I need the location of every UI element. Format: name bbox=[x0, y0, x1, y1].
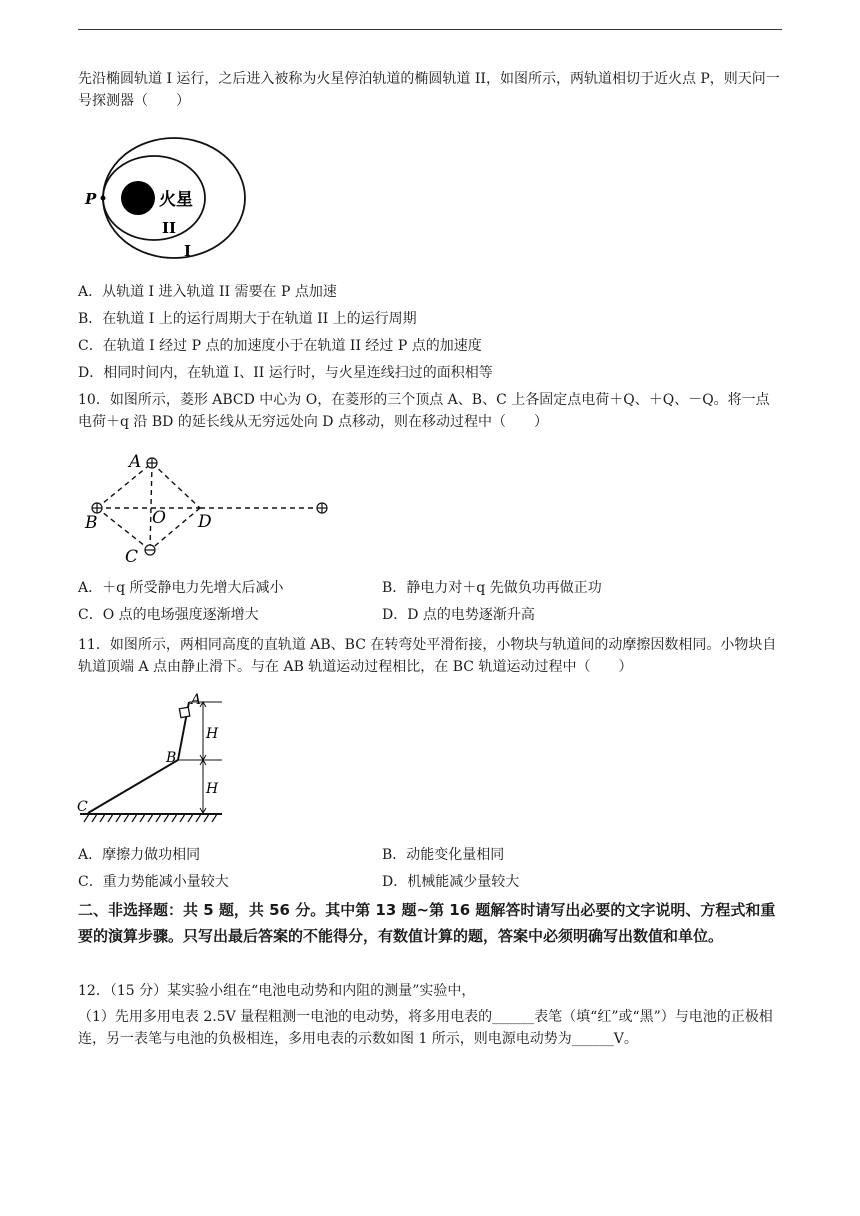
section-2-heading: 二、非选择题：共 5 题，共 56 分。其中第 13 题~第 16 题解答时请写出必要的文字说明、方程式和重要的演算步骤。只写出最后答案的不能得分，有数值计算的题，答案中必须明确写出数值和单位。 bbox=[78, 901, 776, 945]
label-o: O bbox=[152, 508, 166, 528]
q9-orbit-figure bbox=[80, 135, 250, 265]
q10-option-b: B．静电力对＋q 先做负功再做正功 bbox=[382, 580, 602, 596]
label-a: A bbox=[129, 452, 142, 472]
q10-option-a: A．＋q 所受静电力先增大后减小 bbox=[78, 580, 284, 596]
charge-q bbox=[317, 503, 327, 513]
q11-option-b: B．动能变化量相同 bbox=[382, 847, 505, 863]
q9-option-d: D．相同时间内，在轨道 I、II 运行时，与火星连线扫过的面积相等 bbox=[78, 365, 493, 381]
q9-option-b: B．在轨道 I 上的运行周期大于在轨道 II 上的运行周期 bbox=[78, 311, 417, 327]
charge-a bbox=[147, 458, 157, 468]
label-h1: H bbox=[206, 726, 219, 742]
label-b: B bbox=[166, 750, 177, 766]
q9-option-c: C．在轨道 I 经过 P 点的加速度小于在轨道 II 经过 P 点的加速度 bbox=[78, 338, 482, 354]
q12-stem: 12．（15 分）某实验小组在“电池电动势和内阻的测量”实验中， bbox=[78, 983, 476, 999]
point-p-dot bbox=[101, 196, 106, 201]
q10-stem: 10．如图所示，菱形 ABCD 中心为 O，在菱形的三个顶点 A、B、C 上各固定点电荷＋Q、＋Q、－Q。将一点电荷＋q 沿 BD 的延长线从无穷远处向 D 点移动，则在移动过程中（ ） bbox=[78, 392, 770, 430]
orbit-II-label: II bbox=[162, 219, 177, 237]
q11-option-a: A．摩擦力做功相同 bbox=[78, 847, 201, 863]
block bbox=[179, 707, 189, 717]
q10-rhombus-figure bbox=[80, 448, 340, 568]
q11-option-d: D．机械能减少量较大 bbox=[382, 874, 520, 890]
label-a: A bbox=[191, 692, 202, 708]
label-h2: H bbox=[206, 781, 219, 797]
ground-hatch bbox=[84, 814, 217, 822]
charge-c bbox=[145, 545, 155, 555]
label-b: B bbox=[85, 513, 98, 533]
q11-track-figure bbox=[76, 690, 226, 830]
planet-label: 火星 bbox=[159, 190, 193, 210]
label-c: C bbox=[77, 799, 88, 815]
point-p-label: P bbox=[85, 190, 97, 208]
label-c: C bbox=[125, 547, 139, 567]
label-d: D bbox=[198, 512, 212, 532]
q11-stem: 11．如图所示，两相同高度的直轨道 AB、BC 在转弯处平滑衔接，小物块与轨道间的动摩擦因数相同。小物块自轨道顶端 A 点由静止滑下。与在 AB 轨道运动过程相比，在 BC 轨道运动过程中（ ） bbox=[78, 637, 777, 675]
q9-option-a: A．从轨道 I 进入轨道 II 需要在 P 点加速 bbox=[78, 284, 337, 300]
header-rule bbox=[78, 29, 782, 30]
orbit-I-label: I bbox=[184, 242, 192, 260]
q10-option-c: C．O 点的电场强度逐渐增大 bbox=[78, 607, 259, 623]
q11-option-c: C．重力势能减小量较大 bbox=[78, 874, 229, 890]
q9-stem: 先沿椭圆轨道 I 运行，之后进入被称为火星停泊轨道的椭圆轨道 II，如图所示，两轨道相切于近火点 P，则天问一号探测器（ ） bbox=[78, 71, 780, 109]
charge-b bbox=[92, 503, 102, 513]
q10-option-d: D．D 点的电势逐渐升高 bbox=[382, 607, 535, 623]
mars-body bbox=[121, 181, 155, 215]
q12-part1: （1）先用多用电表 2.5V 量程粗测一电池的电动势，将多用电表的______表笔（填“红”或“黑”）与电池的正极相连，另一表笔与电池的负极相连，多用电表的示数如图 1 所示，则电源电动势为______V。 bbox=[78, 1009, 773, 1047]
track-bc bbox=[88, 760, 178, 813]
